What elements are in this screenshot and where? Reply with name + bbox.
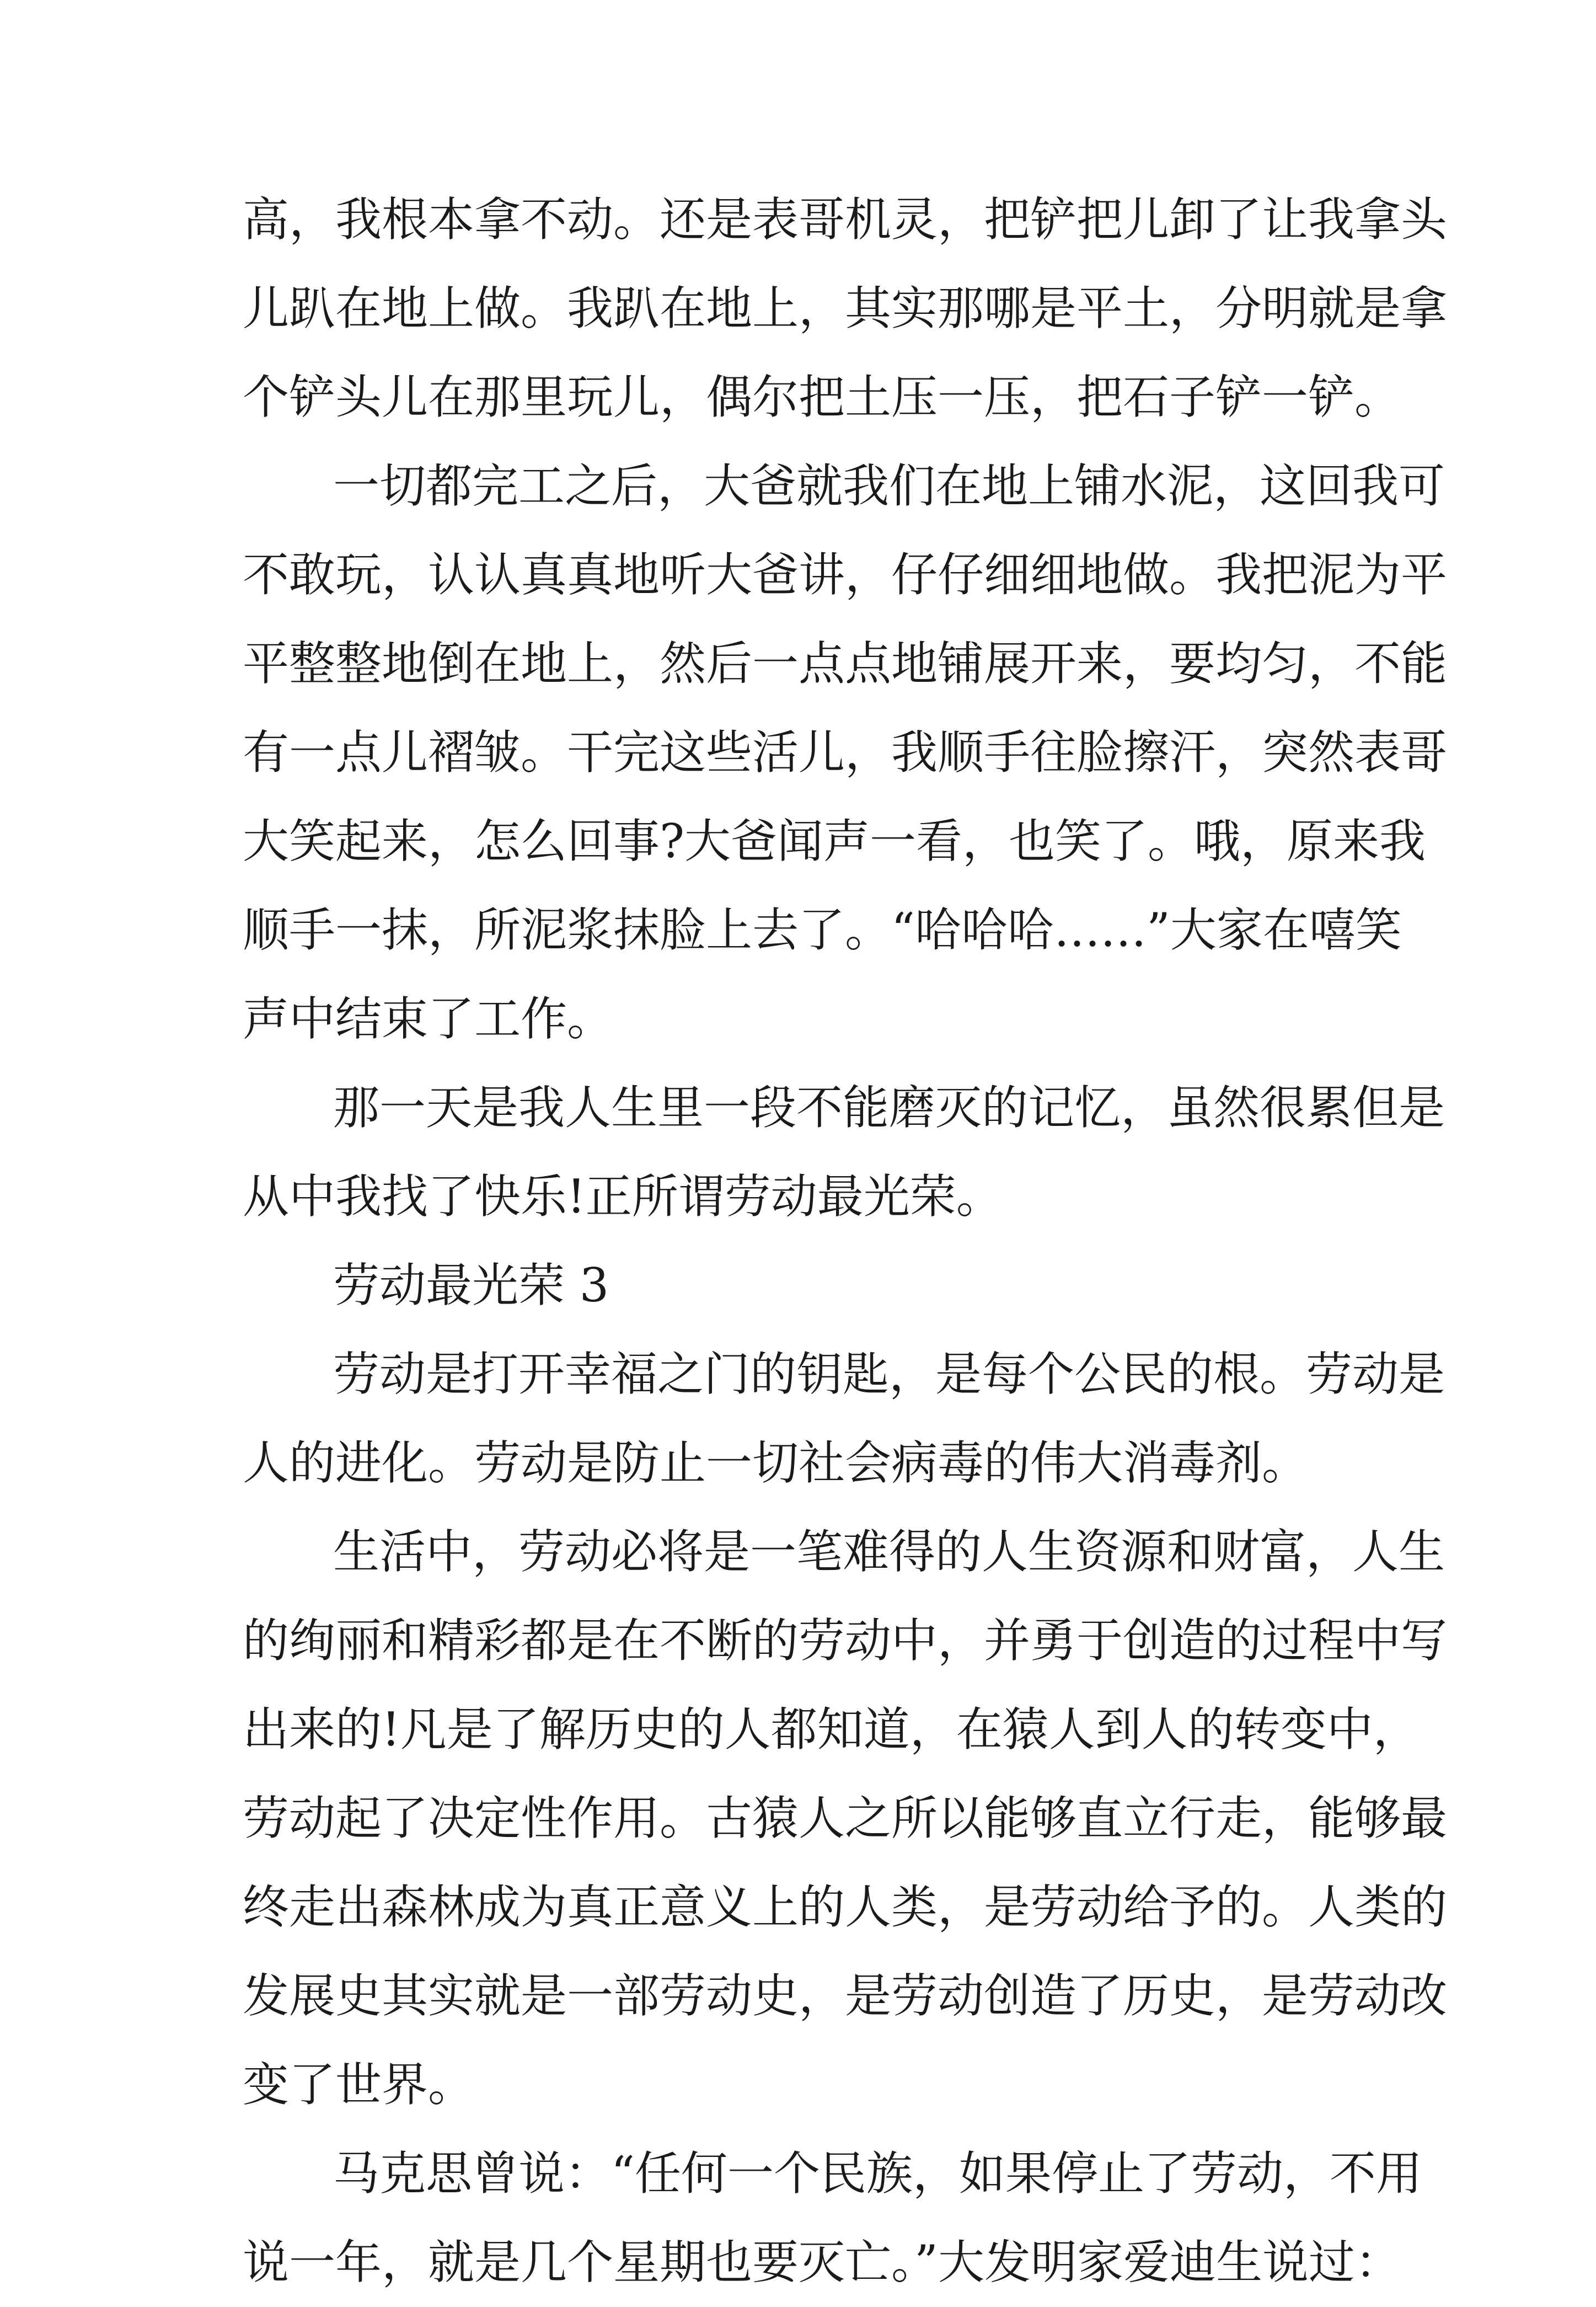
text-line: 出来的!凡是了解历史的人都知道，在猿人到人的转变中， [243,1702,1420,1756]
section-heading: 劳动最光荣 3 [333,1258,609,1312]
text-line-indented: 一切都完工之后，大爸就我们在地上铺水泥，这回我可 [333,459,1445,513]
text-line-indented: 劳动是打开幸福之门的钥匙，是每个公民的根。劳动是 [333,1347,1445,1401]
text-line: 大笑起来，怎么回事?大爸闻声一看，也笑了。哦，原来我 [243,814,1426,868]
text-line: 儿趴在地上做。我趴在地上，其实那哪是平土，分明就是拿 [243,281,1448,335]
text-line: 个铲头儿在那里玩儿，偶尔把土压一压，把石子铲一铲。 [243,370,1401,424]
text-line: 的绚丽和精彩都是在不断的劳动中，并勇于创造的过程中写 [243,1614,1448,1668]
text-line: 发展史其实就是一部劳动史，是劳动创造了历史，是劳动改 [243,1969,1448,2023]
text-line: 劳动起了决定性作用。古猿人之所以能够直立行走，能够最 [243,1791,1448,1845]
text-line: 高，我根本拿不动。还是表哥机灵，把铲把儿卸了让我拿头 [243,193,1448,247]
text-line: 人的进化。劳动是防止一切社会病毒的伟大消毒剂。 [243,1436,1309,1490]
text-line: 有一点儿褶皱。干完这些活儿，我顺手往脸擦汗，突然表哥 [243,725,1448,779]
text-line: 终走出森林成为真正意义上的人类，是劳动给予的。人类的 [243,1880,1448,1934]
text-line-indented: 生活中，劳动必将是一笔难得的人生资源和财富，人生 [333,1525,1445,1579]
text-line-indented: 马克思曾说：“任何一个民族，如果停止了劳动，不用 [333,2146,1422,2201]
text-line: 说一年，就是几个星期也要灭亡。”大发明家爱迪生说过： [243,2235,1401,2289]
text-line-indented: 那一天是我人生里一段不能磨灭的记忆，虽然很累但是 [333,1081,1445,1135]
text-line: 声中结束了工作。 [243,992,614,1046]
text-line: 平整整地倒在地上，然后一点点地铺展开来，要均匀，不能 [243,637,1448,691]
text-line: 不敢玩，认认真真地听大爸讲，仔仔细细地做。我把泥为平 [243,548,1448,602]
text-line: 从中我找了快乐!正所谓劳动最光荣。 [243,1169,1003,1224]
text-line: 顺手一抹，所泥浆抹脸上去了。“哈哈哈……”大家在嘻笑 [243,903,1402,957]
text-line: 变了世界。 [243,2058,475,2112]
body-text [243,175,1448,2307]
